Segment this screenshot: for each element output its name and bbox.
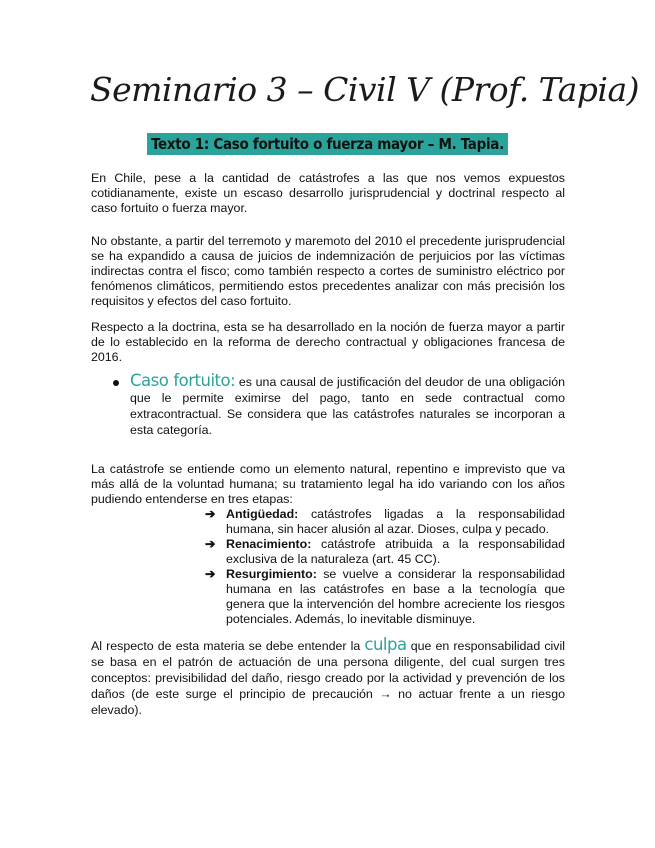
paragraph-3: Respecto a la doctrina, esta se ha desarrollado en la noción de fuerza mayor a partir de lo establecido en la reforma de derecho contractual y obligaciones francesa de 2016. (91, 320, 565, 364)
stage-item (205, 567, 565, 627)
stage-item (205, 537, 565, 567)
highlighted-subtitle: Texto 1: Caso fortuito o fuerza mayor – M. Tapia. (147, 133, 508, 155)
term-culpa: culpa (364, 635, 407, 654)
arrow-icon: ➔ (205, 567, 216, 581)
stage-label: Renacimiento: (226, 537, 312, 551)
stage-label: Antigüedad: (226, 507, 299, 521)
bullet-item-caso-fortuito (130, 373, 565, 438)
term-caso-fortuito: Caso fortuito: (130, 371, 236, 390)
paragraph-5-before: Al respecto de esta materia se debe entender la (91, 639, 365, 653)
arrow-icon: ➔ (205, 507, 216, 521)
paragraph-2: No obstante, a partir del terremoto y maremoto del 2010 el precedente jurisprudencial se ha expandido a causa de juicios de indemnización de perjuicios por las víctimas indirectas contra el fisco; como también respecto a cortes de suministro eléctrico por fenómenos climáticos, permitiendo estos precedentes analizar con más precisión los requisitos y efectos del caso fortuito. (91, 234, 565, 308)
stage-text: se vuelve a considerar la responsabilidad humana en las catástrofes en base a la tecnología que genera que la intervención del hombre acreciente los riesgos potenciales. Además, lo inevitable disminuye. (226, 567, 565, 626)
stage-label: Resurgimiento: (226, 567, 317, 581)
stage-item (205, 507, 565, 537)
subtitle-wrap (0, 133, 655, 155)
bullet-text: es una causal de justificación del deudor de una obligación que le permite eximirse del pago, tanto en sede contractual como extracontractual. Se considera que las catástrofes naturales se incorporan a esta categoría. (130, 375, 566, 437)
bullet-dot (113, 380, 119, 386)
page-title: Seminario 3 – Civil V (Prof. Tapia) (90, 70, 640, 109)
paragraph-5 (91, 637, 565, 718)
paragraph-4: La catástrofe se entiende como un elemento natural, repentino e imprevisto que va más allá de la voluntad humana; su tratamiento legal ha ido variando con los años pudiendo entenderse en tres etapas: (91, 462, 565, 506)
stage-text: catástrofes ligadas a la responsabilidad humana, sin hacer alusión al azar. Dioses, culpa y pecado. (226, 507, 565, 536)
arrow-icon: ➔ (205, 537, 216, 551)
paragraph-1: En Chile, pese a la cantidad de catástrofes a las que nos vemos expuestos cotidianamente, existe un escaso desarrollo jurisprudencial y doctrinal respecto al caso fortuito o fuerza mayor. (91, 171, 565, 215)
stage-text: catástrofe atribuida a la responsabilidad exclusiva de la naturaleza (art. 45 CC). (226, 537, 565, 566)
stages-list (205, 507, 565, 627)
paragraph-5-after: que en responsabilidad civil se basa en el patrón de actuación de una persona diligente, del cual surgen tres conceptos: previsibilidad del daño, riesgo creado por la actividad y prevención de los daños (de este surge el principio de precaución → no actuar frente a un riesgo elevado). (91, 639, 565, 717)
